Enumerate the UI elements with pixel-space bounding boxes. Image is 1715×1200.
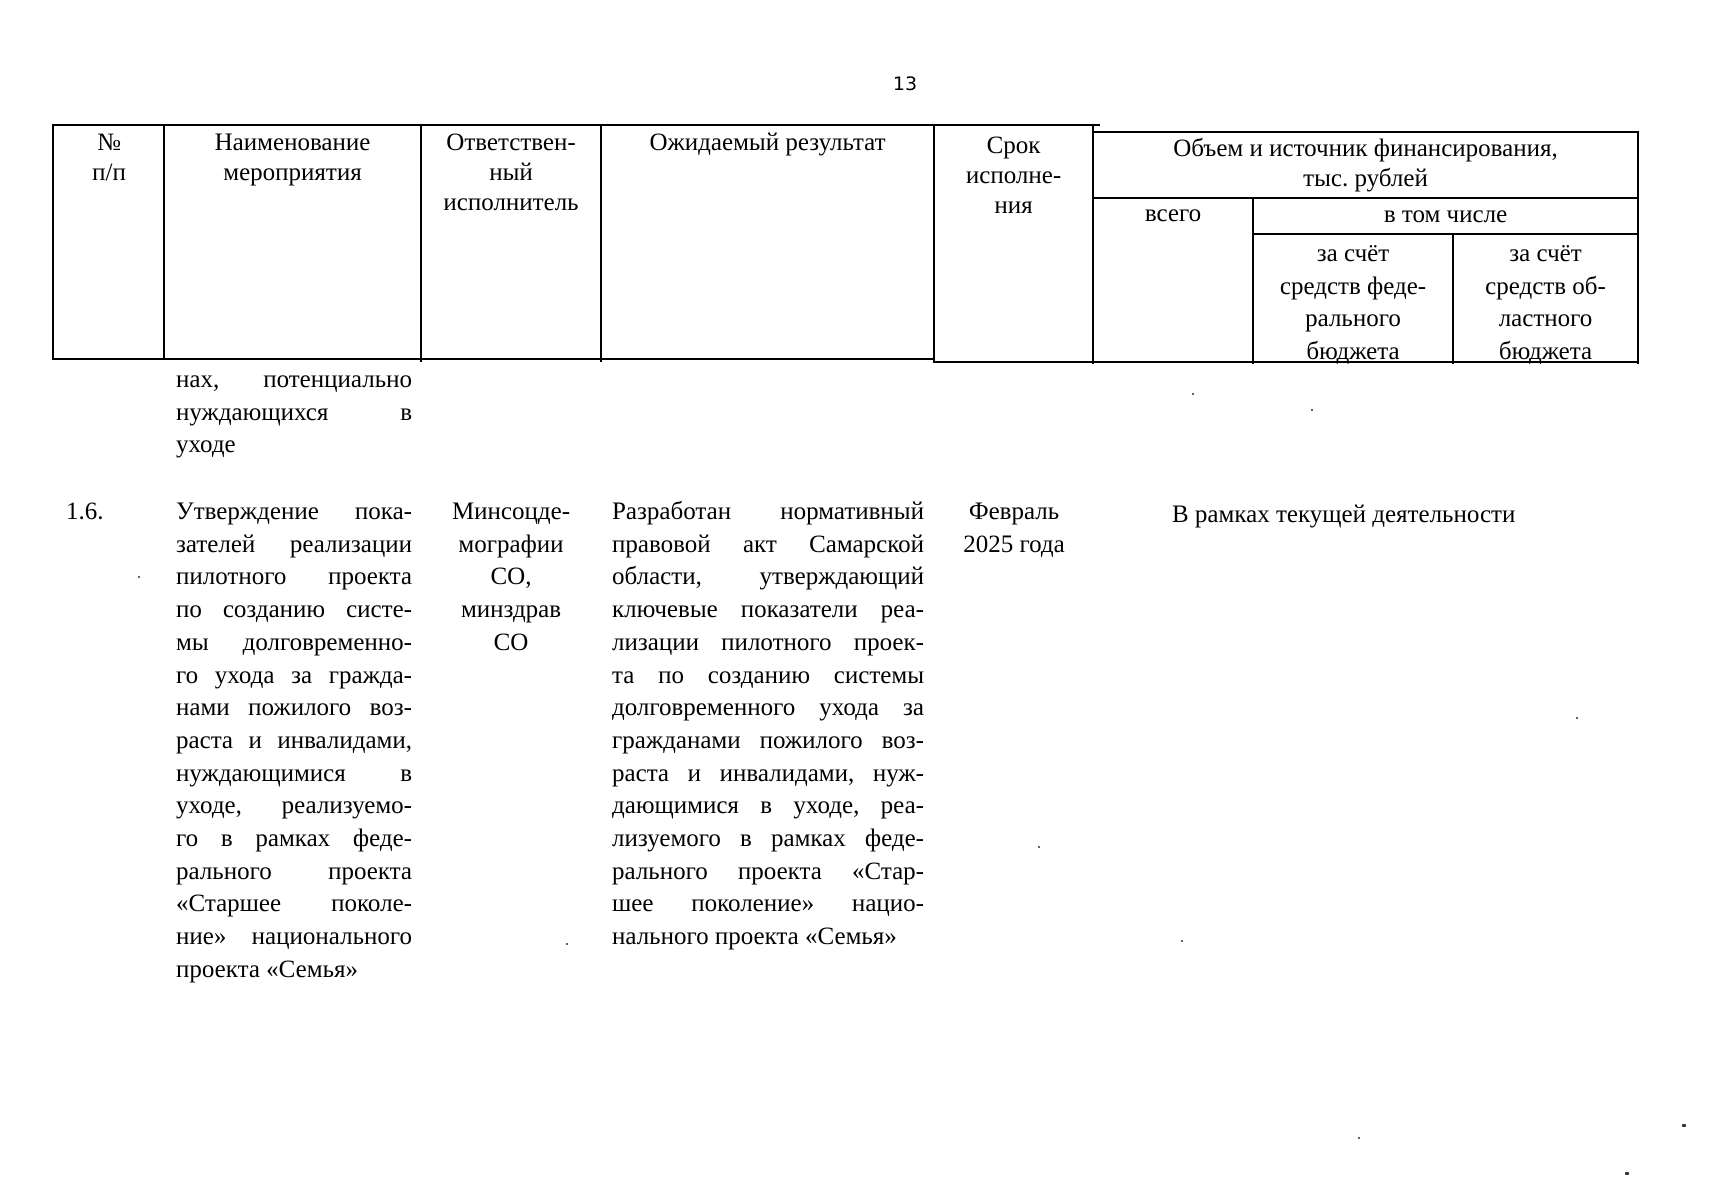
row-funding: В рамках текущей деятельности xyxy=(1172,501,1516,528)
row-event-name: Утверждение пока- зателей реализации пилотного проекта по созданию систе- мы долговременно- го ухода за гражда- нами пожилого воз- раста и инвалидами, нуждающимися в уходе, реализуемо- го в рамках феде- рального проекта «Старшее поколе- ние» национального проекта «Семья» xyxy=(176,498,412,983)
row-number: 1.6. xyxy=(66,498,104,525)
header-including: в том числе xyxy=(1383,201,1508,228)
header-expected-result: Ожидаемый результат xyxy=(649,129,886,156)
row-deadline: Февраль 2025 года xyxy=(963,498,1065,558)
header-number: № п/п xyxy=(92,129,126,186)
row-expected-result: Разработан нормативный правовой акт Самарской области, утверждающий ключевые показатели реа- лизации пилотного проек- та по созданию системы долговременного ухода за гражданами пожилого воз- раста и инвалидами, нуж- дающимися в уходе, реа- лизуемого в рамках феде- рального проекта «Стар- шее поколение» нацио- нального проекта «Семья» xyxy=(612,498,924,951)
header-total: всего xyxy=(1144,200,1202,227)
continued-row-name: нах, потенциально нуждающихся в уходе xyxy=(176,366,412,459)
header-funding: Объем и источник финансирования, тыс. рублей xyxy=(1173,135,1558,192)
row-responsible: Минсоцде- мографии СО, минздрав СО xyxy=(451,498,571,656)
header-deadline: Срок исполне- ния xyxy=(965,132,1062,219)
header-responsible: Ответствен- ный исполнитель xyxy=(443,129,579,216)
header-event-name: Наименование мероприятия xyxy=(214,129,371,186)
header-federal-budget: за счёт средств феде- рального бюджета xyxy=(1279,240,1427,365)
page-number: 13 xyxy=(892,73,918,95)
header-regional-budget: за счёт средств об- ластного бюджета xyxy=(1485,240,1606,365)
